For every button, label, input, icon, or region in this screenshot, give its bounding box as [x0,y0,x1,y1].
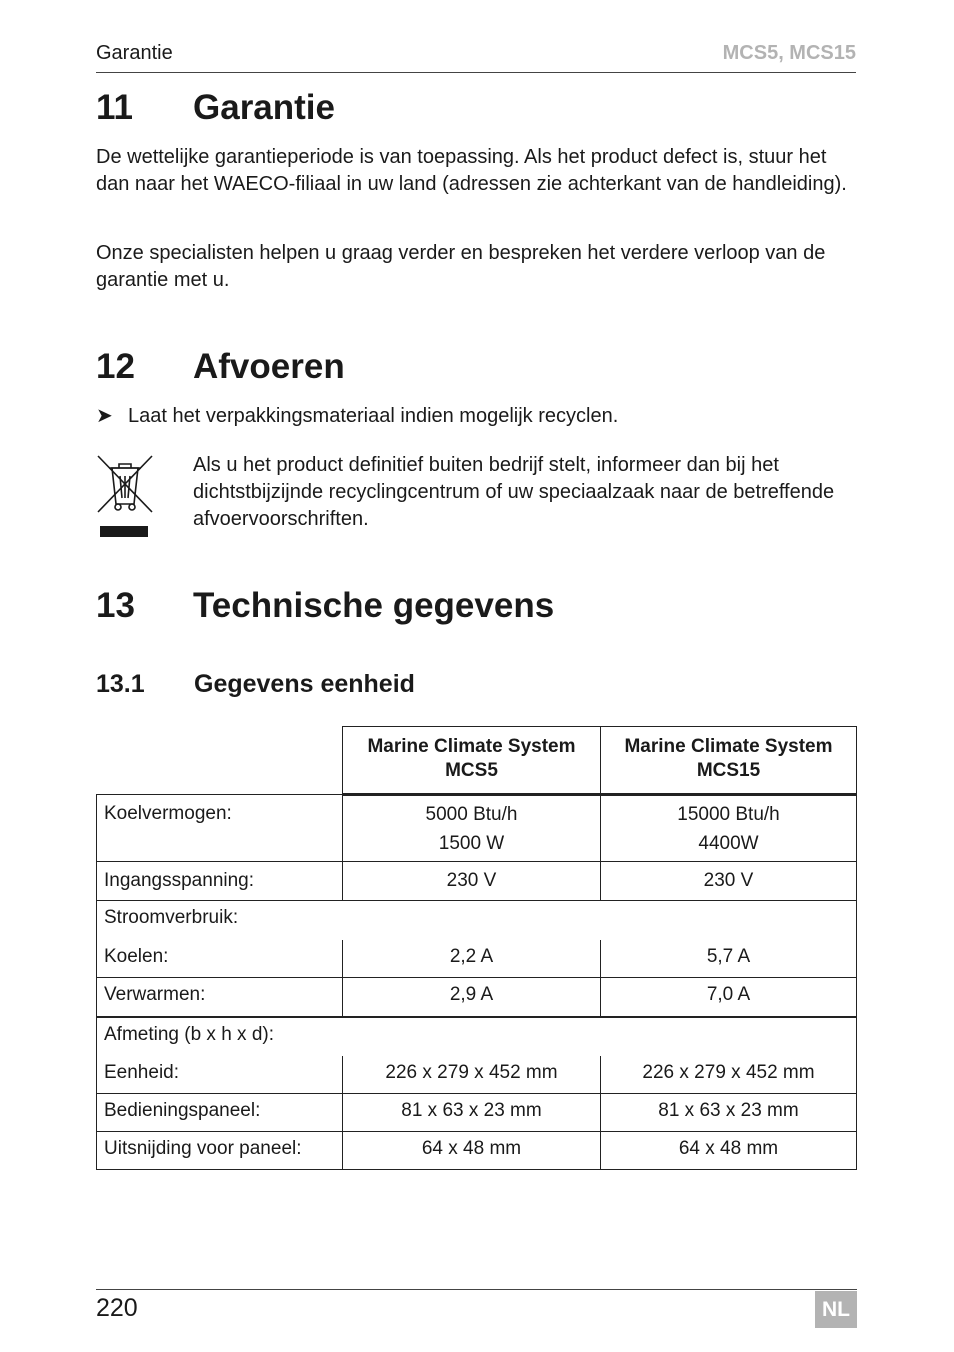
cell-mcs15: 81 x 63 x 23 mm [601,1094,857,1132]
section-title: Afvoeren [193,347,345,386]
heading-gegevens-eenheid [96,670,415,699]
header-models: MCS5, MCS15 [722,42,856,64]
row-label: Koelen: [97,940,343,978]
table-group-row [97,901,857,940]
page-header [96,40,856,73]
cell-mcs15: 226 x 279 x 452 mm [601,1056,857,1094]
cell-mcs5: 64 x 48 mm [343,1132,601,1170]
garantie-paragraph-2: Onze specialisten helpen u graag verder en bespreken het verdere verloop van de garantie met u. [96,242,826,291]
table-row [97,795,857,862]
cell-mcs5: 226 x 279 x 452 mm [343,1056,601,1094]
header-section: Garantie [96,42,173,64]
footer-divider [96,1289,857,1290]
heading-afvoeren [96,347,345,387]
language-badge: NL [815,1291,857,1328]
row-label: Verwarmen: [97,978,343,1017]
row-label: Ingangsspanning: [97,862,343,901]
subsection-number: 13.1 [96,670,145,698]
column-header-mcs15: Marine Climate System MCS15 [601,727,857,795]
recycle-instruction-text: Laat het verpakkingsmateriaal indien mogelijk recyclen. [128,405,619,427]
table-group-row [97,1017,857,1056]
cell-mcs5: 5000 Btu/h 1500 W [343,795,601,862]
section-title: Garantie [193,88,335,127]
cell-mcs15: 230 V [601,862,857,901]
section-number: 13 [96,586,135,625]
table-row [97,1132,857,1170]
heading-garantie [96,88,335,128]
recycle-instruction [96,403,618,430]
table-row [97,1056,857,1094]
page-number: 220 [96,1294,138,1322]
column-header-mcs5: Marine Climate System MCS5 [343,727,601,795]
table-row [97,940,857,978]
group-label: Stroomverbruik: [97,901,857,940]
cell-mcs15: 64 x 48 mm [601,1132,857,1170]
cell-mcs5: 230 V [343,862,601,901]
section-number: 11 [96,88,133,127]
table-row [97,862,857,901]
cell-mcs5: 2,9 A [343,978,601,1017]
section-title: Technische gegevens [193,586,555,625]
garantie-paragraph-1: De wettelijke garantieperiode is van toepassing. Als het product defect is, stuur het dan naar het WAECO-filiaal in uw land (adressen zie achterkant van de handleiding). [96,146,847,195]
row-label: Uitsnijding voor paneel: [97,1132,343,1170]
cell-mcs5: 81 x 63 x 23 mm [343,1094,601,1132]
table-header-empty [97,727,343,795]
row-label: Bedieningspaneel: [97,1094,343,1132]
specifications-table [96,726,857,1170]
arrow-bullet-icon: ➤ [96,405,113,427]
cell-mcs15: 7,0 A [601,978,857,1017]
section-number: 12 [96,347,135,386]
cell-mcs15: 15000 Btu/h 4400W [601,795,857,862]
row-label: Koelvermogen: [97,795,343,862]
table-row [97,978,857,1017]
cell-mcs15: 5,7 A [601,940,857,978]
cell-mcs5: 2,2 A [343,940,601,978]
crossed-out-wheelie-bin-icon [96,454,154,538]
table-header-row [97,727,857,795]
row-label: Eenheid: [97,1056,343,1094]
subsection-title: Gegevens eenheid [194,670,415,698]
table-row [97,1094,857,1132]
group-label: Afmeting (b x h x d): [97,1017,857,1056]
disposal-note: Als u het product definitief buiten bedrijf stelt, informeer dan bij het dichtstbijzijnde recyclingcentrum of uw speciaalzaak naar de betreffende afvoervoorschriften. [193,454,835,530]
heading-technische-gegevens [96,586,554,626]
